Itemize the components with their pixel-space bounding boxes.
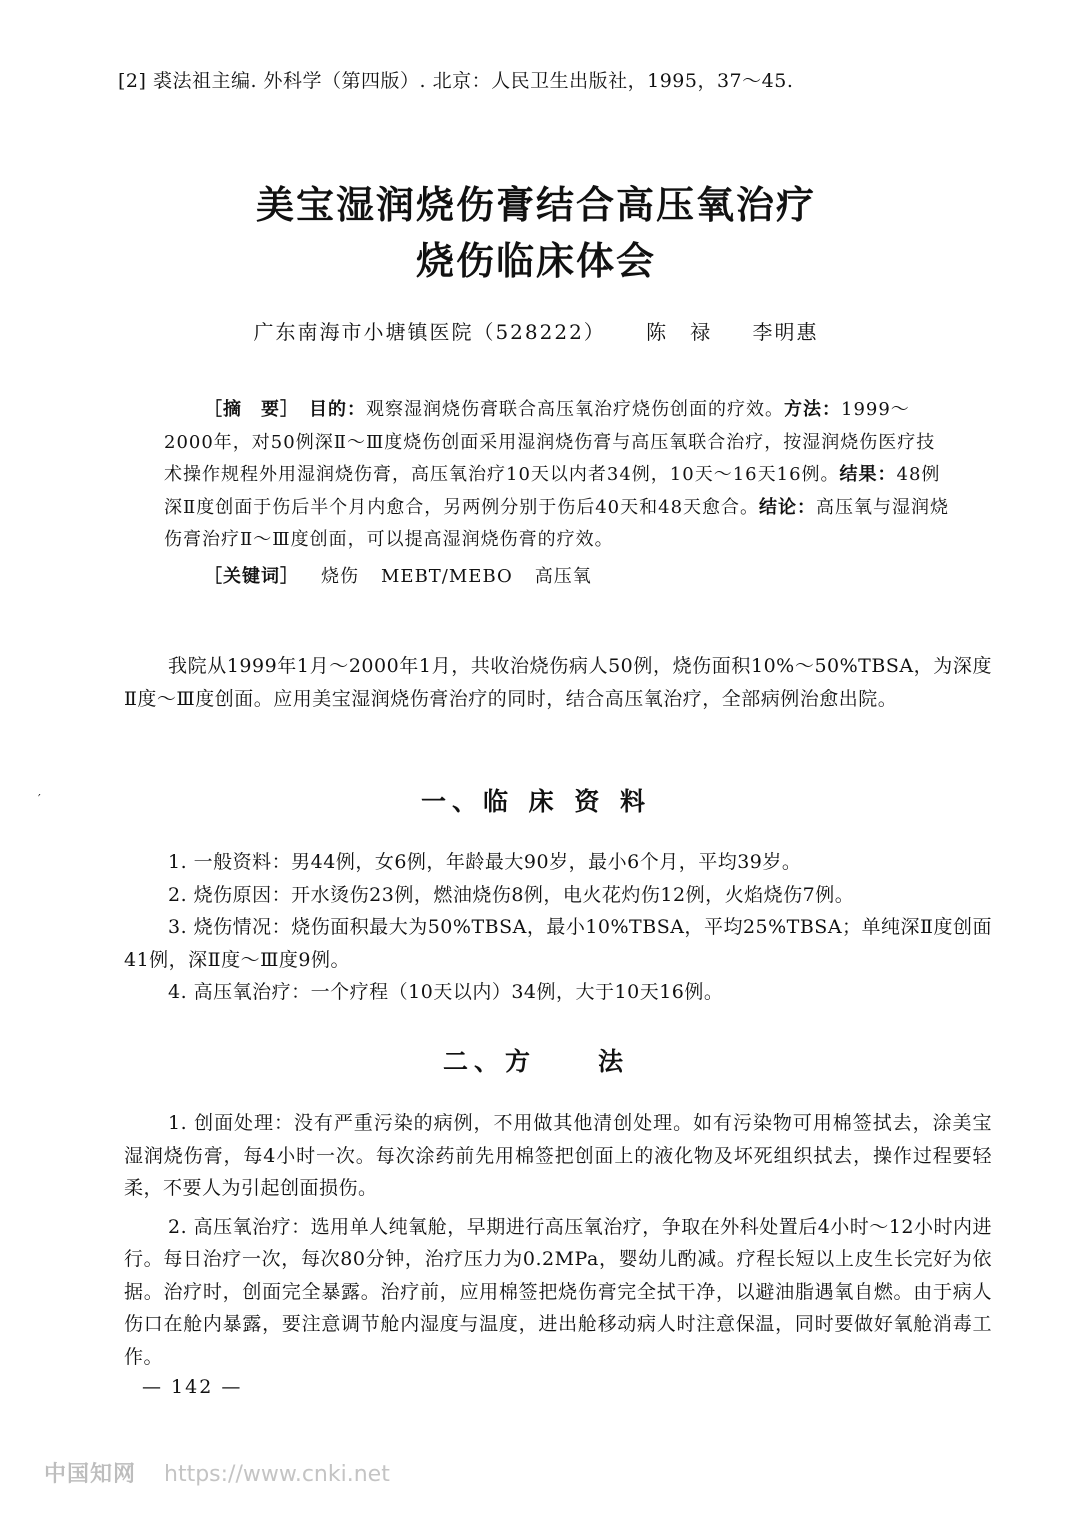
abstract-tag: ［摘 要］ — [204, 399, 290, 420]
keywords-tag: ［关键词］ — [204, 565, 299, 587]
list-item: 4. 高压氧治疗：一个疗程（10天以内）34例，大于10天16例。 — [168, 981, 724, 1003]
abstract-paragraph — [164, 394, 954, 557]
list-item: 1. 一般资料：男44例，女6例，年龄最大90岁，最小6个月，平均39岁。 — [168, 851, 802, 873]
conclusion-text: 高压氧与湿润烧伤膏治疗Ⅱ～Ⅲ度创面，可以提高湿润烧伤膏的疗效。 — [164, 496, 950, 550]
method-text: 1999～2000年，对50例深Ⅱ～Ⅲ度烧伤创面采用湿润烧伤膏与高压氧联合治疗，按湿润烧伤医疗技术操作规程外用湿润烧伤膏，高压氧治疗10天以内者34例，10天～16天16例。 — [164, 399, 936, 485]
keyword: MEBT/MEBO — [381, 565, 513, 587]
purpose-label: 目的： — [309, 399, 366, 420]
method-label: 方法： — [784, 399, 841, 420]
reference-entry: [2] 裘法祖主编. 外科学（第四版）. 北京：人民卫生出版社，1995，37～45. — [118, 70, 794, 92]
cnki-logo: 中国知网 — [44, 1462, 137, 1487]
result-text: 48例深Ⅱ度创面于伤后半个月内愈合，另两例分别于伤后40天和48天愈合。 — [164, 464, 941, 518]
result-label: 结果： — [839, 464, 897, 485]
list-item: 3. 烧伤情况：烧伤面积最大为50%TBSA，最小10%TBSA，平均25%TBSA；单纯深Ⅱ度创面41例，深Ⅱ度～Ⅲ度9例。 — [124, 916, 992, 971]
section-heading-methods: 二、方 法 — [442, 1047, 629, 1076]
author-name: 李明惠 — [752, 320, 819, 344]
purpose-text: 观察湿润烧伤膏联合高压氧治疗烧伤创面的疗效。 — [366, 399, 784, 420]
author-name: 陈 禄 — [646, 320, 713, 344]
list-item: 2. 高压氧治疗：选用单人纯氧舱，早期进行高压氧治疗，争取在外科处置后4小时～12小时内进行。每日治疗一次，每次80分钟，治疗压力为0.2MPa，婴幼儿酌减。疗程长短以上皮生长完好为依据。治疗时，创面完全暴露。治疗前，应用棉签把烧伤膏完全拭干净，以避油脂遇氧自燃。由于病人伤口在舱内暴露，要注意调节舱内湿度与温度，进出舱移动病人时注意保温，同时要做好氧舱消毒工作。 — [124, 1215, 992, 1368]
keyword: 高压氧 — [534, 565, 592, 587]
margin-mark: ′ — [38, 792, 41, 806]
affiliation: 广东南海市小塘镇医院（528222） — [253, 320, 606, 344]
article-title-line-2: 烧伤临床体会 — [415, 239, 656, 283]
watermark-footer — [44, 1457, 390, 1488]
keyword: 烧伤 — [321, 565, 359, 587]
section-heading-clinical-data: 一、临 床 资 料 — [420, 787, 652, 816]
cnki-url: https://www.cnki.net — [164, 1462, 390, 1487]
page-number: — 142 — — [142, 1376, 243, 1398]
author-line — [0, 316, 1072, 345]
intro-paragraph: 我院从1999年1月～2000年1月，共收治烧伤病人50例，烧伤面积10%～50%TBSA，为深度Ⅱ度～Ⅲ度创面。应用美宝湿润烧伤膏治疗的同时，结合高压氧治疗，全部病例治愈出院。 — [124, 655, 992, 710]
clinical-data-section — [124, 846, 992, 1009]
keywords-line — [164, 561, 954, 594]
list-item: 2. 烧伤原因：开水烫伤23例，燃油烧伤8例，电火花灼伤12例，火焰烧伤7例。 — [168, 883, 855, 906]
intro-section — [124, 650, 992, 715]
methods-section — [124, 1107, 992, 1379]
abstract-block — [164, 394, 954, 593]
article-title-line-1: 美宝湿润烧伤膏结合高压氧治疗 — [255, 183, 816, 227]
list-item: 1. 创面处理：没有严重污染的病例，不用做其他清创处理。如有污染物可用棉签拭去，涂美宝湿润烧伤膏，每4小时一次。每次涂药前先用棉签把创面上的液化物及坏死组织拭去，操作过程要轻柔，不要人为引起创面损伤。 — [124, 1112, 992, 1199]
conclusion-label: 结论： — [759, 496, 817, 518]
